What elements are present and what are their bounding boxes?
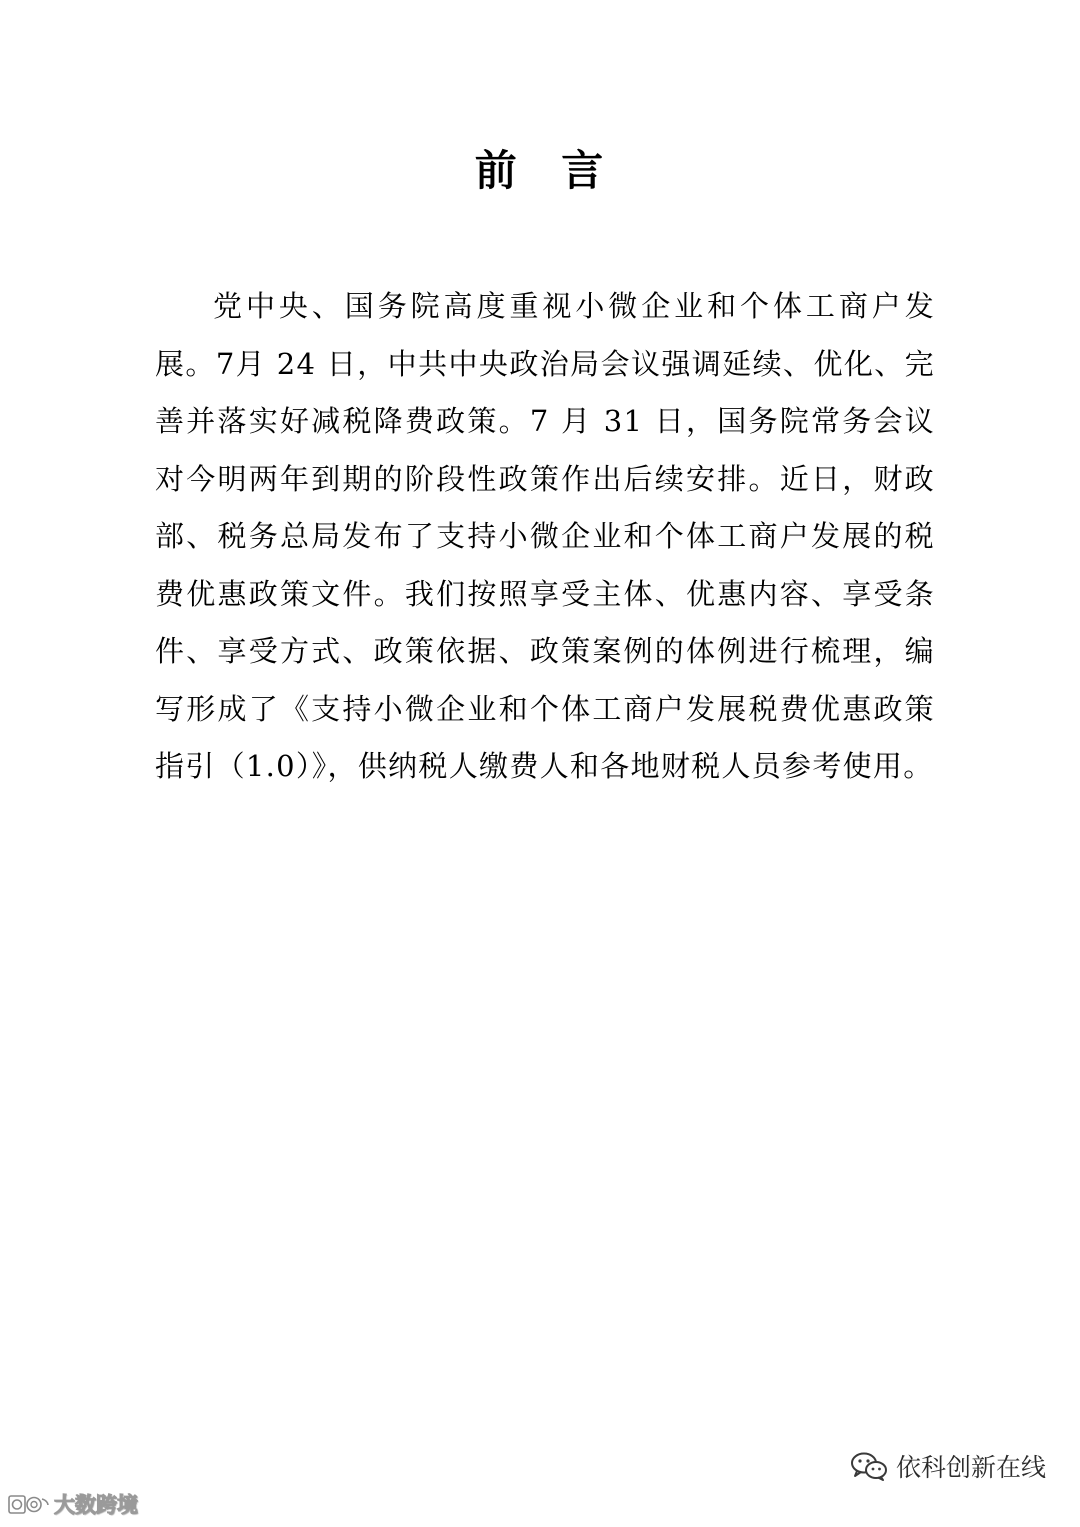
- wechat-icon: [850, 1451, 888, 1481]
- source-watermark-text: 依科创新在线: [895, 1453, 1046, 1482]
- camera-logo-icon: [8, 1491, 50, 1517]
- page-title: 前 言: [474, 146, 606, 195]
- source-watermark: [850, 1446, 1046, 1486]
- platform-watermark: [8, 1488, 138, 1520]
- platform-watermark-text: 大数跨境: [54, 1493, 138, 1517]
- preface-paragraph: 党中央、国务院高度重视小微企业和个体工商户发展。7月 24 日，中共中央政治局会议强调延续、优化、完善并落实好减税降费政策。7 月 31 日，国务院常务会议对今明两年到期的阶段性政策作出后续安排。近日，财政部、税务总局发布了支持小微企业和个体工商户发展的税费优惠政策文件。我们按照享受主体、优惠内容、享受条件、享受方式、政策依据、政策案例的体例进行梳理，编写形成了《支持小微企业和个体工商户发展税费优惠政策指引（1.0）》，供纳税人缴费人和各地财税人员参考使用。: [155, 289, 935, 783]
